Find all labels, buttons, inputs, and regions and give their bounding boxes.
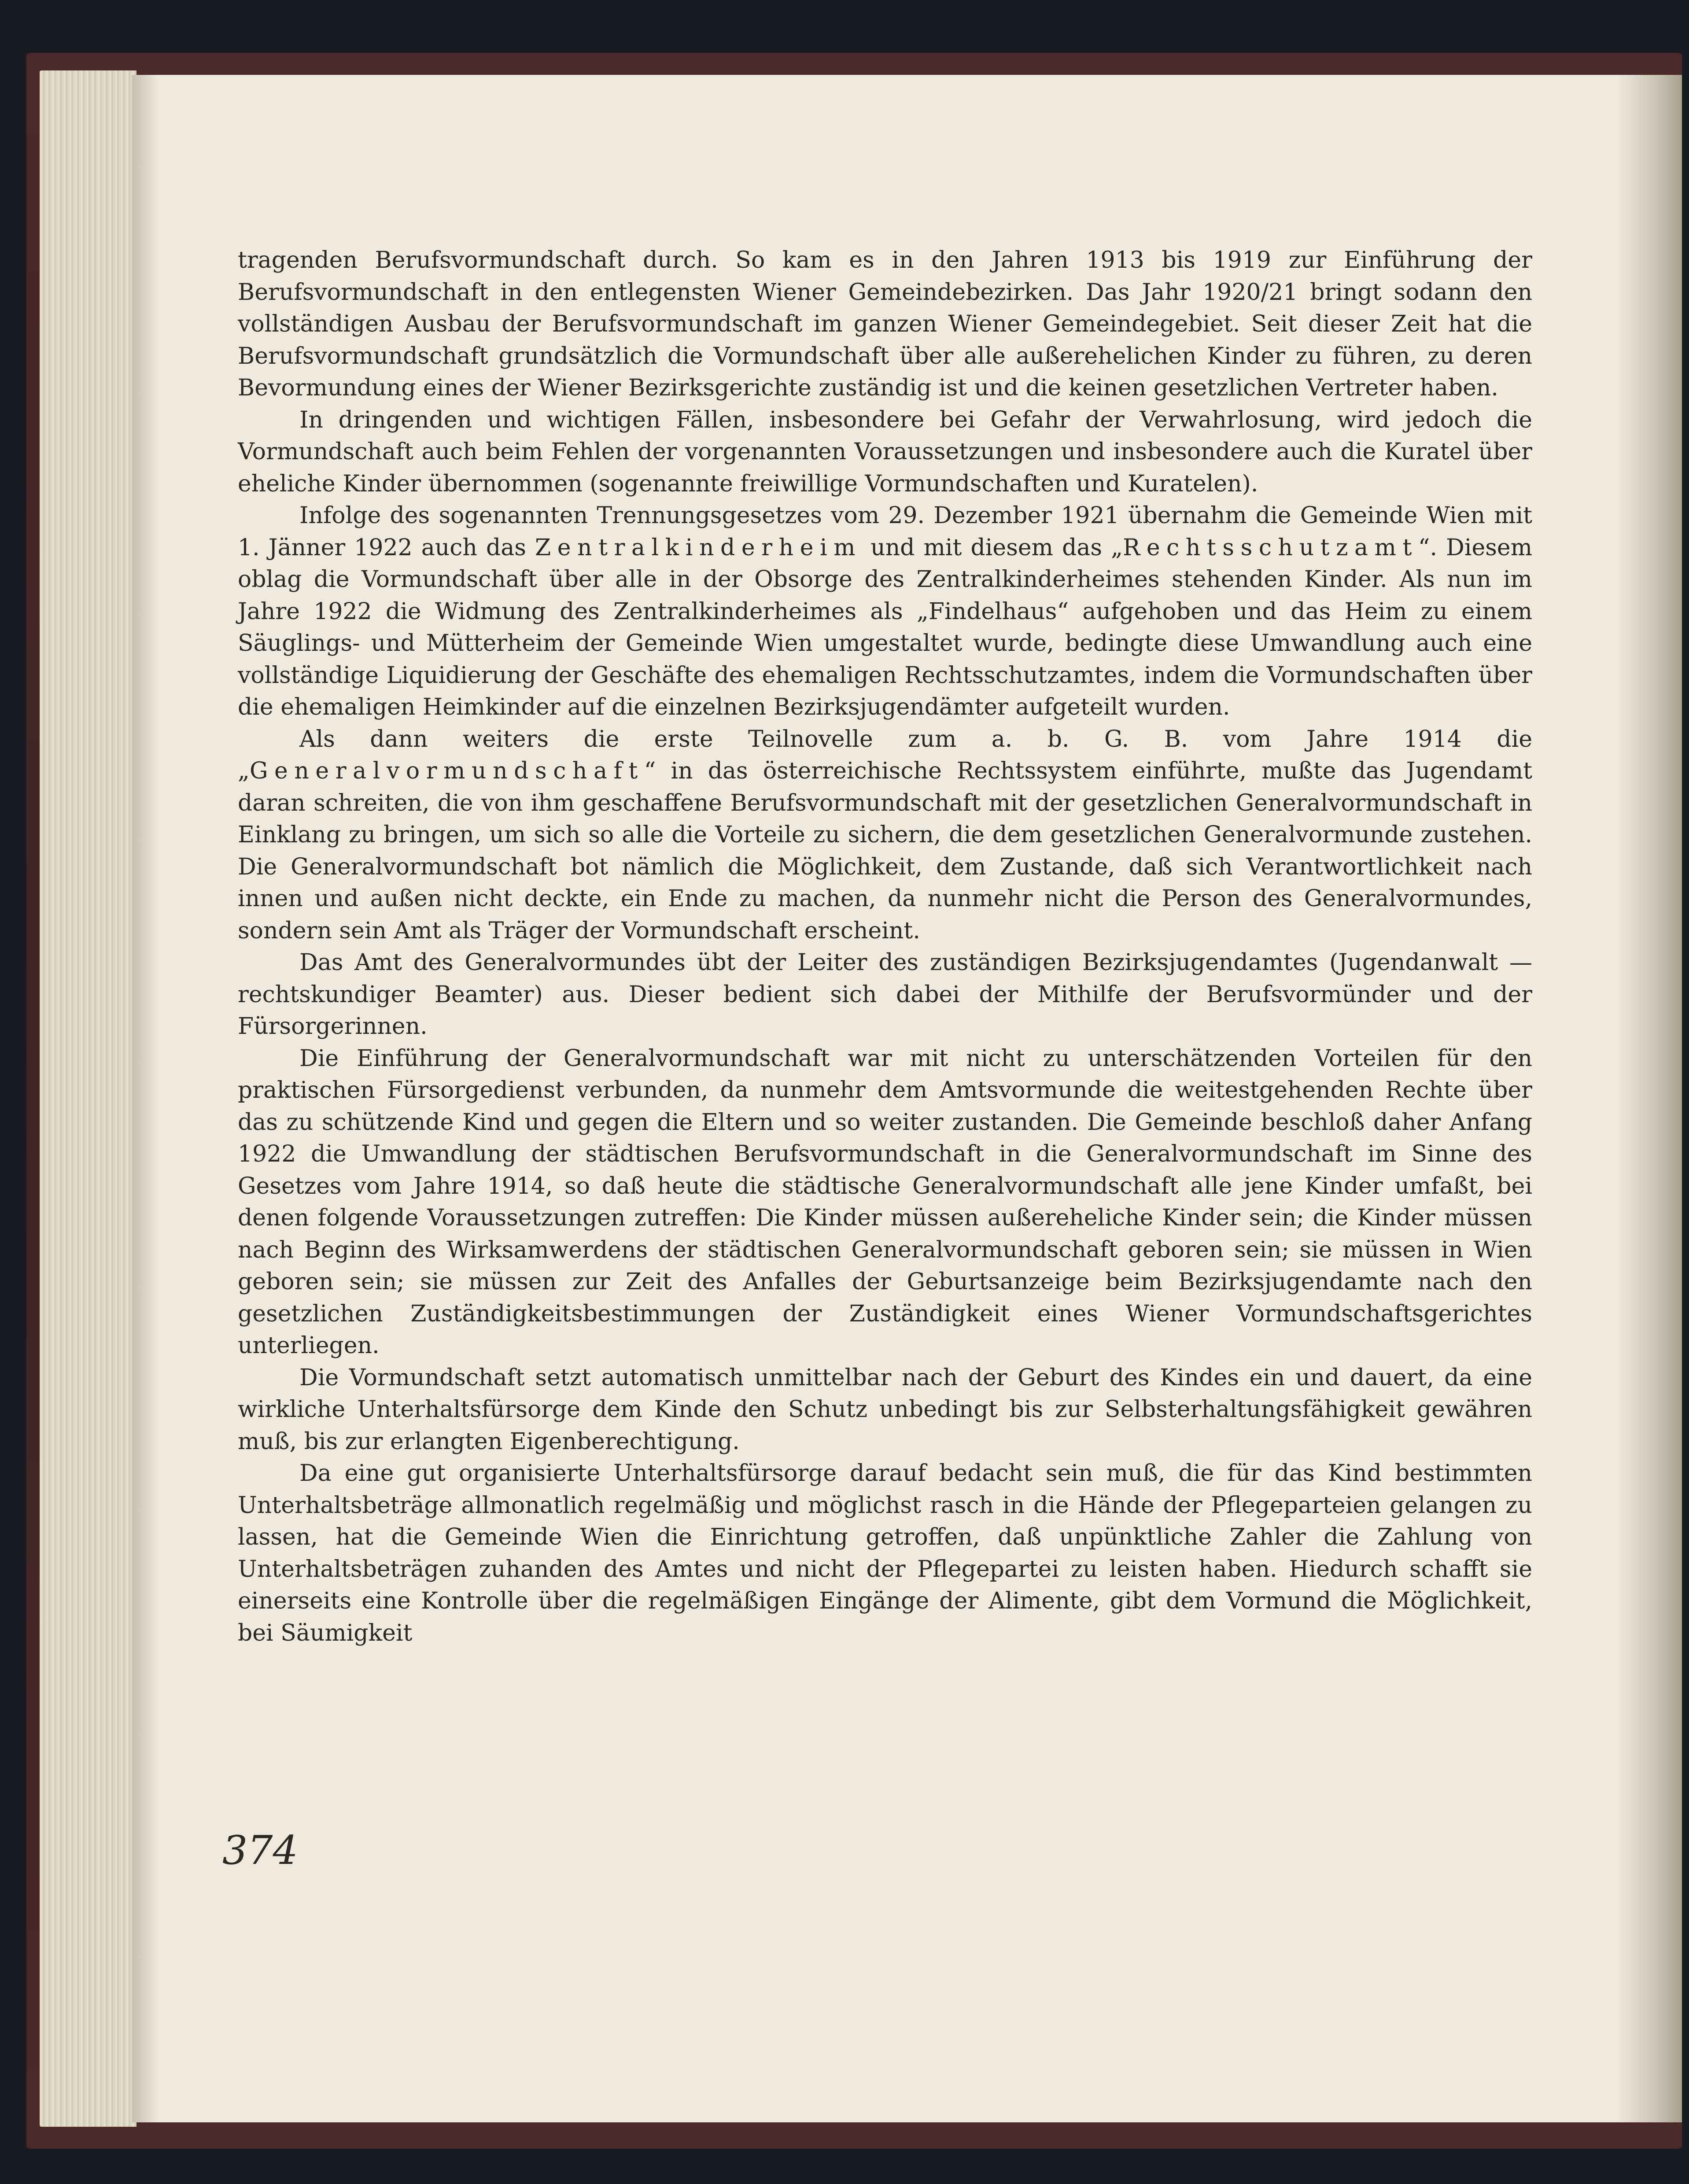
spaced-term: Generalvormundschaft (249, 758, 644, 784)
text-segment: Infolge des sogenannten Trennungsgesetzes vom 29. Dezember 1921 übernahm die Gemeinde Wien mit 1. Jänner 1922 auch das (238, 502, 1532, 561)
text-segment: In dringenden und wichtigen Fällen, insbesondere bei Gefahr der Verwahrlosung, wird jedoch die Vormundschaft auch beim Fehlen der vorgenannten Voraussetzungen und insbesondere auch die Kuratel über eheliche Kinder übernommen (sogenannte freiwillige Vormundschaften und Kuratelen). (238, 406, 1532, 497)
text-segment: tragenden Berufsvormundschaft durch. So kam es in den Jahren 1913 bis 1919 zur Einführung der Berufsvormundschaft in den entlegensten Wiener Gemeindebezirken. Das Jahr 1920/21 bringt sodann den vollständigen Ausbau der Berufsvormundschaft im ganzen Wiener Gemeindegebiet. Seit dieser Zeit hat die Berufsvormundschaft grundsätzlich die Vormundschaft über alle außerehelichen Kinder zu führen, zu deren Bevormundung eines der Wiener Bezirksgerichte zuständig ist und die keinen gesetzlichen Vertreter haben. (238, 247, 1532, 401)
text-segment: Die Einführung der Generalvormundschaft war mit nicht zu unterschätzenden Vorteilen für den praktischen Fürsorgedienst verbunden, da nunmehr dem Amtsvormunde die weitestgehenden Rechte über das zu schützende Kind und gegen die Eltern und so weiter zustanden. Die Gemeinde beschloß daher Anfang 1922 die Umwandlung der städtischen Berufsvormundschaft in die Generalvormundschaft im Sinne des Gesetzes vom Jahre 1914, so daß heute die städtische Generalvormundschaft alle jene Kinder umfaßt, bei denen folgende Voraussetzungen zutreffen: Die Kinder müssen außereheliche Kinder sein; die Kinder müssen nach Beginn des Wirksamwerdens der städtischen Generalvormundschaft geboren sein; sie müssen in Wien geboren sein; sie müssen zur Zeit des Anfalles der Geburtsanzeige beim Bezirksjugendamte nach den gesetzlichen Zuständigkeitsbestimmungen der Zuständigkeit eines Wiener Vormundschaftsgerichtes unterliegen. (238, 1045, 1532, 1359)
text-segment: Als dann weiters die erste Teilnovelle zum a. b. G. B. vom Jahre 1914 die „ (238, 726, 1532, 784)
text-segment: und mit diesem das „ (862, 534, 1123, 561)
page-gutter (1616, 75, 1682, 2122)
paragraph (238, 500, 1532, 723)
text-segment: Die Vormundschaft setzt automatisch unmittelbar nach der Geburt des Kindes ein und dauert, da eine wirkliche Unterhaltsfürsorge dem Kinde den Schutz unbedingt bis zur Selbsterhaltungsfähigkeit gewähren muß, bis zur erlangten Eigenberechtigung. (238, 1364, 1532, 1455)
spaced-term: Zentralkinderheim (535, 534, 862, 561)
paragraph (238, 404, 1532, 500)
paragraph (238, 1457, 1532, 1649)
page-shadow (132, 75, 159, 2122)
paragraph (238, 1043, 1532, 1362)
text-segment: “ in das österreichische Rechtssystem einführte, mußte das Jugendamt daran schreiten, die von ihm geschaffene Berufsvormundschaft mit der gesetzlichen Generalvormundschaft in Einklang zu bringen, um sich so alle die Vorteile zu sichern, die dem gesetzlichen Generalvormunde zustehen. Die Generalvormundschaft bot nämlich die Möglichkeit, dem Zustande, daß sich Verantwortlichkeit nach innen und außen nicht deckte, ein Ende zu machen, da nunmehr nicht die Person des Generalvormundes, sondern sein Amt als Träger der Vormundschaft erscheint. (238, 758, 1532, 944)
text-segment: “. Diesem oblag die Vormundschaft über alle in der Obsorge des Zentralkinderheimes stehenden Kinder. Als nun im Jahre 1922 die Widmung des Zentralkinderheimes als „Findelhaus“ aufgehoben und das Heim zu einem Säuglings- und Mütterheim der Gemeinde Wien umgestaltet wurde, bedingte diese Umwandlung auch eine vollständige Liquidierung der Geschäfte des ehemaligen Rechtsschutzamtes, indem die Vormundschaften über die ehemaligen Heimkinder auf die einzelnen Bezirksjugendämter aufgeteilt wurden. (238, 534, 1533, 720)
spaced-term: Rechtsschutzamt (1123, 534, 1418, 561)
text-segment: Da eine gut organisierte Unterhaltsfürsorge darauf bedacht sein muß, die für das Kind bestimmten Unterhaltsbeträge allmonatlich regelmäßig und möglichst rasch in die Hände der Pflegeparteien gelangen zu lassen, hat die Gemeinde Wien die Einrichtung getroffen, daß unpünktliche Zahler die Zahlung von Unterhaltsbeträgen zuhanden des Amtes und nicht der Pflegepartei zu leisten haben. Hiedurch schafft sie einerseits eine Kontrolle über die regelmäßigen Eingänge der Alimente, gibt dem Vormund die Möglichkeit, bei Säumigkeit (238, 1460, 1532, 1646)
body-text (238, 244, 1532, 1649)
paragraph (238, 244, 1532, 404)
paragraph (238, 1362, 1532, 1458)
text-segment: Das Amt des Generalvormundes übt der Leiter des zuständigen Bezirksjugendamtes (Jugendanwalt — rechtskundiger Beamter) aus. Dieser bedient sich dabei der Mithilfe der Berufsvormünder und der Fürsorgerinnen. (238, 949, 1532, 1040)
paragraph (238, 947, 1532, 1043)
paragraph (238, 723, 1532, 947)
page-number: 374 (222, 1827, 298, 1874)
page-edges (40, 70, 136, 2127)
